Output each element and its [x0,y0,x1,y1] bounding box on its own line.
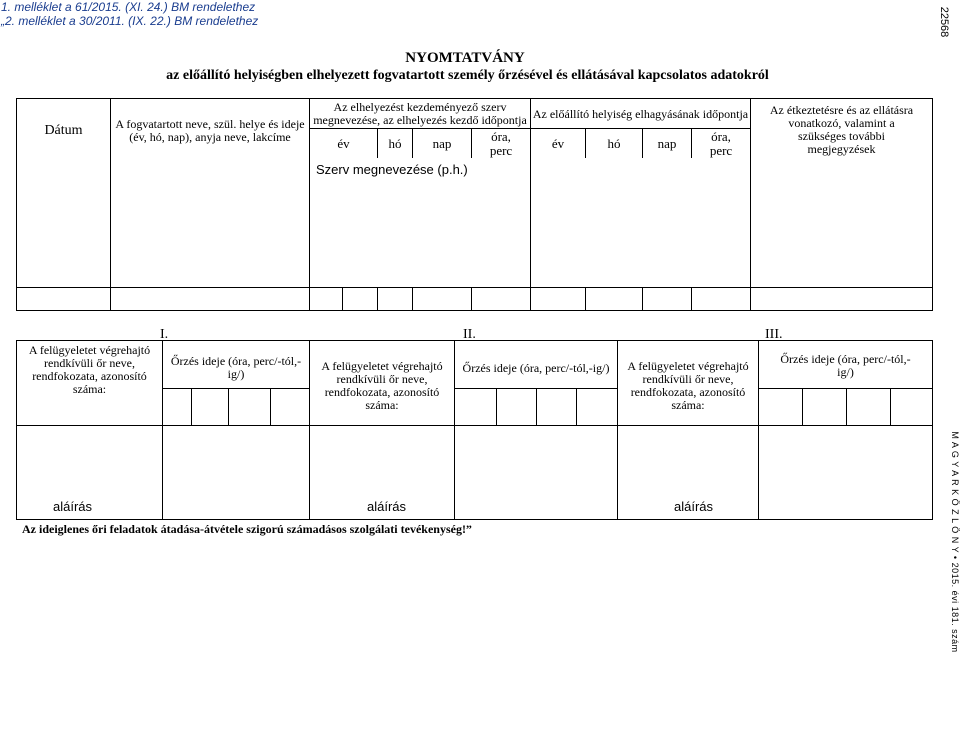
decree-annex-line: 1. melléklet a 61/2015. (XI. 24.) BM rendelethez [1,0,256,14]
watch-time-1-line2: ig/) [227,367,245,381]
page-number: 22568 [938,6,950,38]
guard-info-3-line4: száma: [671,398,705,412]
agency-month-label: hó [388,136,402,151]
guard-info-2-line1: A felügyeletet végrehajtó [321,359,443,373]
remarks-header-line4: megjegyzések [807,142,876,156]
leave-time-header: Az előállító helyiség elhagyásának időpontja [532,107,749,121]
agency-day-label: nap [432,136,452,151]
signature-label-3: aláírás [674,499,714,514]
leave-year-label: év [551,136,565,151]
guard-info-2-line3: rendfokozata, azonosító [324,385,440,399]
journal-side-text: M A G Y A R K Ö Z L Ö N Y • 2015. évi 181. szám [950,431,960,653]
agency-minute-label: perc [489,143,513,158]
signature-label-2: aláírás [367,499,407,514]
leave-minute-label: perc [709,143,733,158]
decree-reference-line: „2. melléklet a 30/2011. (IX. 22.) BM rendelethez [1,14,259,28]
watch-time-2: Őrzés ideje (óra, perc/-tól,-ig/) [462,361,610,375]
date-header: Dátum [44,123,83,138]
shift-two-label: II. [463,327,476,342]
guard-info-2-line4: száma: [365,398,399,412]
handover-note: Az ideiglenes őri feladatok átadása-átvétele szigorú számadásos szolgálati tevékenység!” [22,522,472,536]
guard-info-3-line3: rendfokozata, azonosító [630,385,746,399]
guard-info-1-line4: száma: [72,382,107,396]
watch-time-3-line2: ig/) [837,365,854,379]
prisoner-header-line1: A fogvatartott neve, szül. helye és ideje [115,117,305,131]
agency-year-label: év [337,136,350,151]
guard-info-1-line2: rendkívüli őr neve, [44,356,135,370]
guard-info-2-line2: rendkívüli őr neve, [336,372,428,386]
remarks-header-line2: vonatkozó, valamint a [788,116,895,130]
watch-time-3-line1: Őrzés ideje (óra, perc/-tól,- [780,352,911,366]
guard-info-1-line3: rendfokozata, azonosító [32,369,147,383]
form-subtitle: az előállító helyiségben elhelyezett fogvatartott személy őrzésével és ellátásával kapcsolatos adatokról [166,68,769,83]
agency-hour-label: óra, [491,129,511,144]
guard-info-3-line1: A felügyeletet végrehajtó [627,359,749,373]
guard-info-3-line2: rendkívüli őr neve, [642,372,734,386]
guard-info-1-line1: A felügyeletet végrehajtó [28,343,151,357]
shift-one-label: I. [160,327,169,342]
agency-header-line2: megnevezése, az elhelyezés kezdő időpontja [313,113,527,127]
agency-name-label: Szerv megnevezése (p.h.) [316,162,468,177]
prisoner-header-line2: (év, hó, nap), anyja neve, lakcíme [129,130,291,144]
signature-label-1: aláírás [53,499,93,514]
leave-hour-label: óra, [711,129,731,144]
form-title: NYOMTATVÁNY [405,50,525,66]
shift-three-label: III. [765,327,783,342]
leave-month-label: hó [607,136,621,151]
agency-header-line1: Az elhelyezést kezdeményező szerv [333,100,507,114]
watch-time-1-line1: Őrzés ideje (óra, perc/-tól,- [170,354,302,368]
remarks-header-line1: Az étkeztetésre és az ellátásra [769,103,914,117]
leave-day-label: nap [657,136,677,151]
remarks-header-line3: szükséges további [798,129,885,143]
